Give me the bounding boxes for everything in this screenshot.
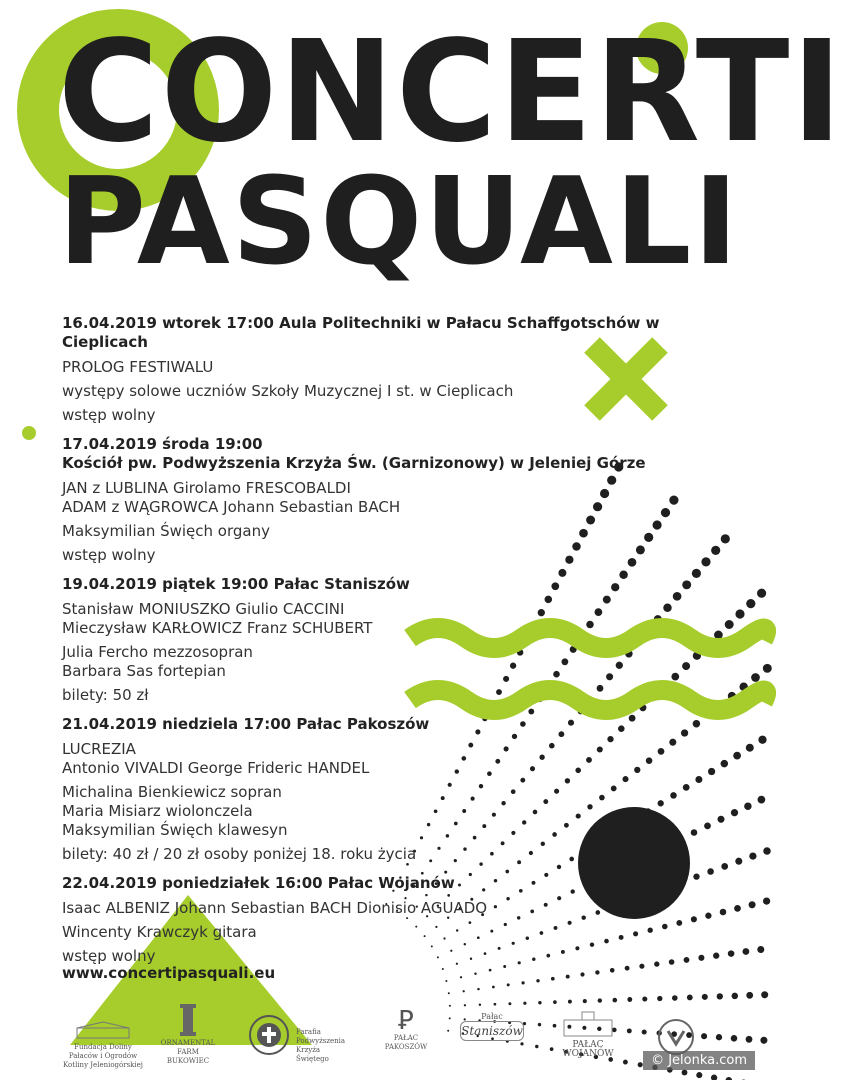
sponsor-7-text: PAŁAC WOJANÓW [562,1040,614,1059]
ray-dot [743,948,750,955]
event-line: Wincenty Krawczyk gitara [62,923,257,941]
ray-dot [721,760,729,768]
ray-dot [551,977,555,981]
ray-dot [733,752,741,760]
ray-dot [463,990,465,992]
event-line: Barbara Sas fortepian [62,662,226,680]
event-line: Antonio VIVALDI George Frideric HANDEL [62,759,370,777]
event-line: Maria Misiarz wiolonczela [62,802,253,820]
ray-dot [725,620,734,629]
sponsor-logo-pakoszow [380,1008,432,1052]
event-line: wstęp wolny [62,406,156,424]
ray-dot [749,901,756,908]
ray-dot [522,981,525,984]
event-block [62,874,712,966]
palace-icon [73,1022,133,1040]
pakoszow-monogram-icon: Ꝑ [398,1006,414,1036]
event-line: Maksymilian Święch organy [62,522,270,540]
ray-dot [731,809,738,816]
ray-dot [757,589,766,598]
ray-dot [728,950,735,957]
event-heading: 19.04.2019 piątek 19:00 Pałac Staniszów [62,575,410,593]
event-heading: 22.04.2019 poniedziałek 16:00 Pałac Wojanów [62,874,455,892]
ray-dot [721,534,730,543]
event-line: JAN z LUBLINA Girolamo FRESCOBALDI [62,479,351,497]
ray-dot [460,976,462,978]
ray-dot [445,980,447,982]
ray-dot [735,858,742,865]
ray-dot [507,983,510,986]
sponsor-5-title: PAŁAC [393,1034,419,1042]
event-heading: 17.04.2019 środa 19:00 [62,435,263,453]
event-heading: 21.04.2019 niedziela 17:00 Pałac Pakoszów [62,715,430,733]
sponsor-logo-seal [247,1014,291,1059]
event-block [62,575,712,705]
ray-dot [746,599,755,608]
event-line: Mieczysław KARŁOWICZ Franz SCHUBERT [62,619,373,637]
sponsor-logo-wojanow [548,1010,628,1059]
ray-dot [721,863,728,870]
ray-dot [751,673,760,682]
sponsor-2-title: ORNAMENTAL FARM [160,1039,216,1056]
column-icon [175,1004,201,1036]
title-line-2: PASQUALI [58,153,740,292]
ray-dot [749,852,756,859]
ray-dot [758,796,766,804]
event-line: PROLOG FESTIWALU [62,358,214,376]
event-line: bilety: 50 zł [62,686,149,704]
watermark: © Jelonka.com [643,1051,755,1070]
sponsor-logo-parafia: Parafia Podwyższenia Krzyża Świętego [296,1028,346,1063]
ray-dot [717,816,724,823]
ray-dot [746,744,754,752]
ray-dot [448,992,450,994]
ray-dot [711,546,720,555]
title-line-1: CONCERTI [58,11,844,174]
ray-dot [713,953,719,959]
ray-dot [477,988,479,990]
event-line: wstęp wolny [62,546,156,564]
ray-dot [720,909,727,916]
event-line: Michalina Bienkiewicz sopran [62,783,282,801]
event-line: Stanisław MONIUSZKO Giulio CACCINI [62,600,345,618]
ray-dot [763,847,771,855]
event-block [62,715,712,864]
ray-dot [744,802,752,810]
event-line: Julia Fercho mezzosopran [62,643,253,661]
ray-dot [717,993,723,999]
event-line: wstęp wolny [62,947,156,965]
event-heading: Kościół pw. Podwyższenia Krzyża Św. (Garnizonowy) w Jeleniej Górze [62,454,646,472]
sponsor-6-title: Staniszów [460,1021,524,1041]
ray-dot [732,993,739,1000]
green-dot-left [22,426,36,440]
sponsor-logo-staniszow [460,1012,524,1041]
ray-dot [492,986,495,989]
sponsor-2-subtitle: BUKOWIEC [166,1057,210,1065]
ray-dot [757,946,764,953]
sponsor-5-subtitle: PAKOSZÓW [384,1043,428,1051]
program-list [62,314,712,976]
event-line: bilety: 40 zł / 20 zł osoby poniżej 18. roku życia [62,845,417,863]
event-line: Maksymilian Święch klawesyn [62,821,288,839]
seal-icon [248,1014,290,1056]
sponsor-logo-ornamental-farm [160,1004,216,1066]
event-line: występy solowe uczniów Szkoły Muzycznej I st. w Cieplicach [62,382,514,400]
ray-dot [763,664,772,673]
ray-dot [763,897,770,904]
event-block [62,314,712,425]
ray-dot [761,991,768,998]
ray-dot [735,609,744,618]
sponsor-6-subtitle: Pałac [481,1012,503,1021]
event-block [62,435,712,565]
sponsor-logo-fundacja [62,1022,144,1070]
event-line: Isaac ALBENIZ Johann Sebastian BACH Dionisio AGUADO [62,899,488,917]
event-line: LUCREZIA [62,740,136,758]
sponsor-1-text: Fundacja Doliny Pałaców i Ogrodów Kotliny Jeleniogórskiej [63,1043,143,1069]
castle-icon [558,1010,618,1038]
website-link[interactable]: www.concertipasquali.eu [62,964,276,982]
event-heading: 16.04.2019 wtorek 17:00 Aula Politechniki w Pałacu Schaffgotschów w Cieplicach [62,314,660,351]
ray-dot [536,979,539,982]
ray-dot [734,905,741,912]
ray-dot [746,992,753,999]
event-line: ADAM z WĄGROWCA Johann Sebastian BACH [62,498,401,516]
ray-dot [758,736,766,744]
